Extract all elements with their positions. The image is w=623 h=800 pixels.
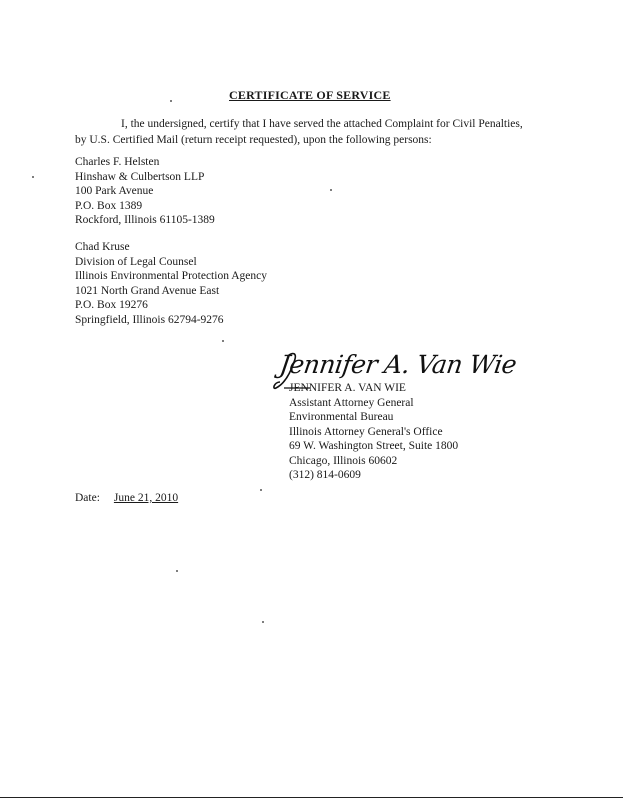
signer-line: Chicago, Illinois 60602 <box>289 454 398 467</box>
recipient-address-1 <box>75 155 215 228</box>
recipient-address-2 <box>75 240 267 327</box>
signer-name: JENNIFER A. VAN WIE <box>289 382 406 394</box>
certification-statement <box>75 116 545 148</box>
signer-line: Illinois Attorney General's Office <box>289 425 443 438</box>
scan-speck <box>260 489 262 491</box>
statement-line-2: by U.S. Certified Mail (return receipt requested), upon the following persons: <box>75 134 432 146</box>
signer-phone: (312) 814-0609 <box>289 469 361 481</box>
address-line: P.O. Box 1389 <box>75 199 143 212</box>
signer-line: 69 W. Washington Street, Suite 1800 <box>289 440 459 452</box>
address-line: Illinois Environmental Protection Agency <box>75 270 267 282</box>
date-value: June 21, 2010 <box>113 492 179 504</box>
date-label: Date: <box>75 492 100 504</box>
scan-speck <box>222 340 224 342</box>
address-line: Charles F. Helsten <box>75 156 160 168</box>
scan-speck <box>32 176 34 178</box>
signer-line: Environmental Bureau <box>289 411 394 423</box>
address-line: 100 Park Avenue <box>75 185 154 197</box>
document-title: CERTIFICATE OF SERVICE <box>229 88 391 102</box>
statement-line-1: I, the undersigned, certify that I have served the attached Complaint for Civil Penalties, <box>121 118 523 130</box>
signer-block <box>289 381 458 483</box>
scan-edge-line <box>0 797 623 798</box>
address-line: Hinshaw & Culbertson LLP <box>75 170 205 183</box>
address-line: 1021 North Grand Avenue East <box>75 284 220 297</box>
scan-speck <box>262 621 264 623</box>
address-line: Springfield, Illinois 62794-9276 <box>75 313 224 326</box>
scan-speck <box>170 100 172 102</box>
address-line: Chad Kruse <box>75 241 130 253</box>
signer-line: Assistant Attorney General <box>289 396 414 409</box>
address-line: P.O. Box 19276 <box>75 299 148 311</box>
address-line: Rockford, Illinois 61105-1389 <box>75 214 215 226</box>
scan-speck <box>330 189 332 191</box>
address-line: Division of Legal Counsel <box>75 255 197 268</box>
scan-speck <box>176 570 178 572</box>
signature-script: Jennifer A. Van Wie <box>277 350 519 379</box>
date-row <box>75 492 178 504</box>
